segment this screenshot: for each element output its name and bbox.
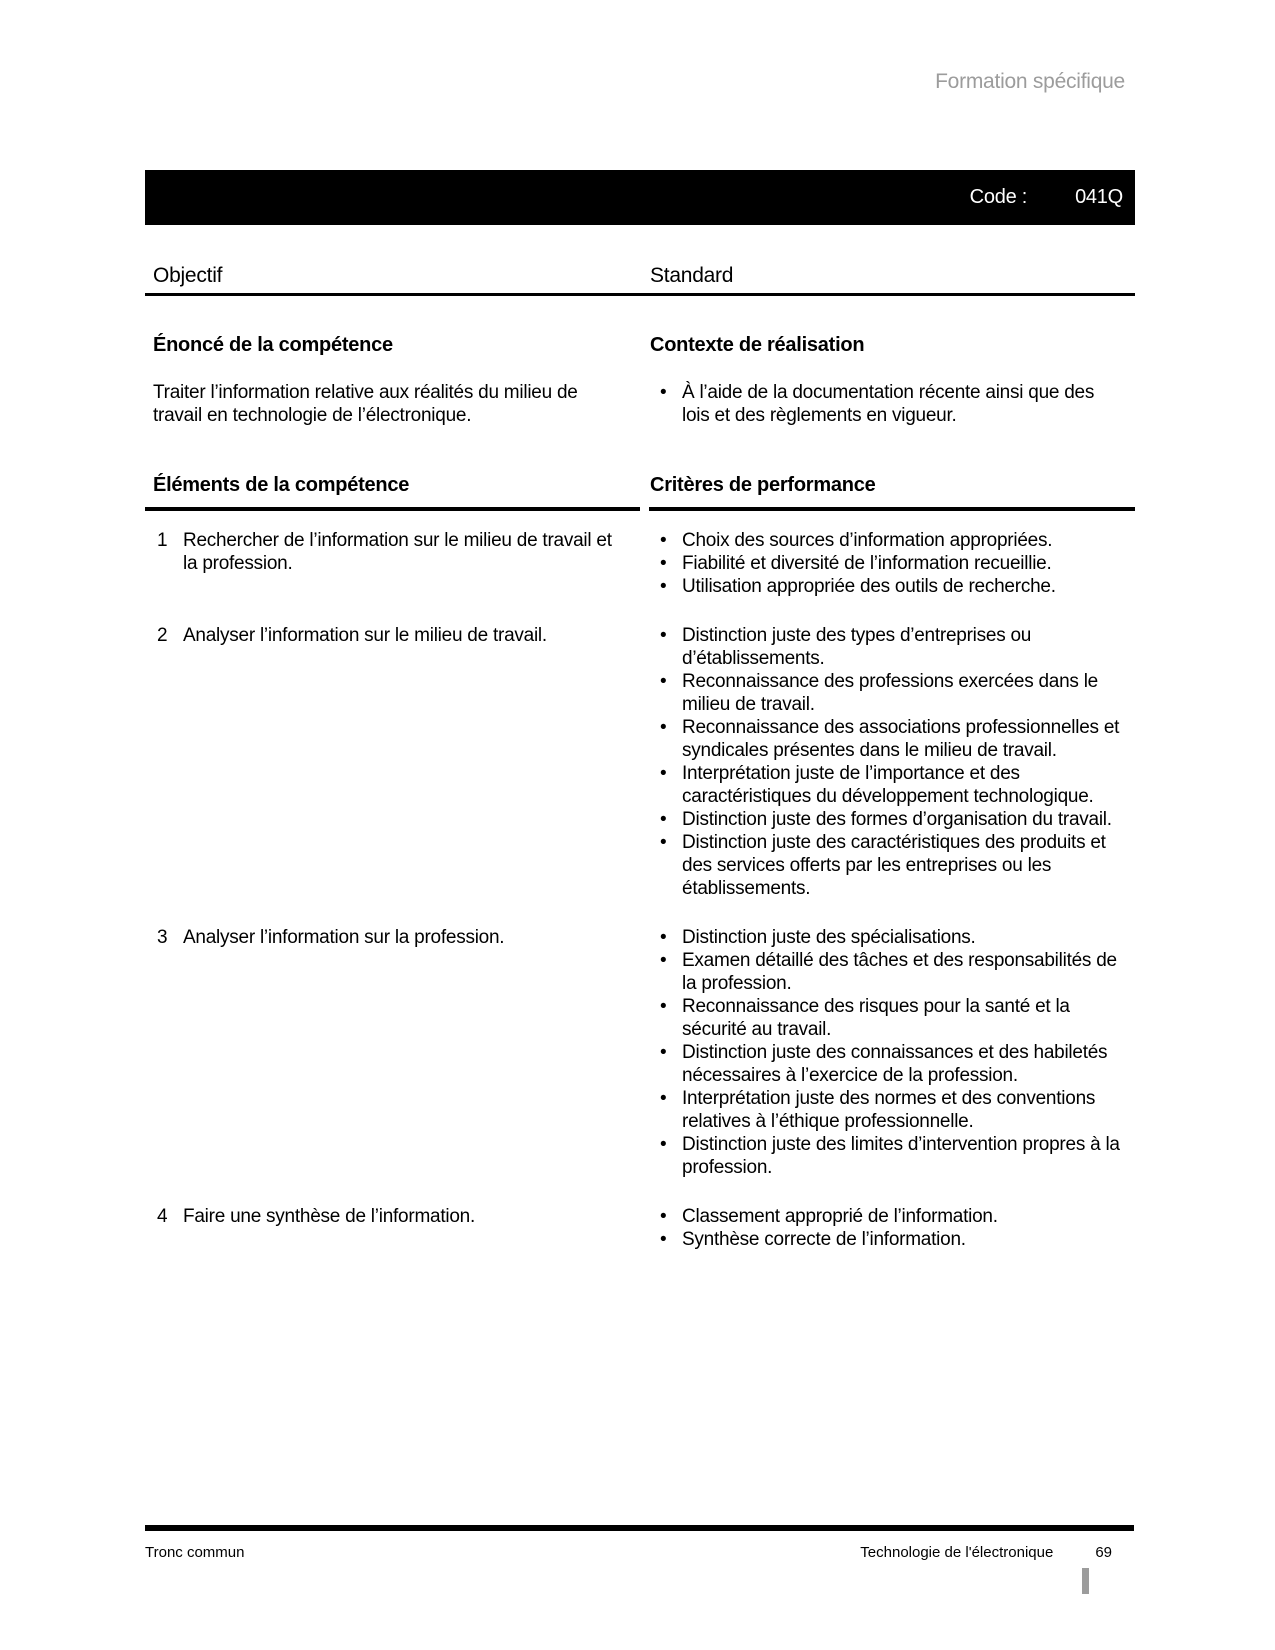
elements-criteres-rows bbox=[145, 529, 1135, 1277]
element-item bbox=[145, 624, 650, 900]
competence-title: Énoncé de la compétence bbox=[153, 334, 393, 356]
criteria-bullet-item: • Distinction juste des types d’entreprises ou d’établissements. bbox=[650, 624, 1135, 670]
criteria-bullet-item: • Choix des sources d’information appropriées. bbox=[650, 529, 1135, 552]
element-row bbox=[145, 624, 1135, 900]
standard-heading: Standard bbox=[650, 264, 734, 287]
footer-gray-mark bbox=[1082, 1568, 1089, 1594]
criteria-bullet-item: • Distinction juste des connaissances et des habiletés nécessaires à l’exercice de la profession. bbox=[650, 1041, 1135, 1087]
criteria-bullet-item: • Distinction juste des caractéristiques des produits et des services offerts par les entreprises ou les établissements. bbox=[650, 831, 1135, 900]
element-item bbox=[145, 1205, 650, 1251]
criteria-bullet-item: • Interprétation juste des normes et des conventions relatives à l’éthique professionnelle. bbox=[650, 1087, 1135, 1133]
criteria-bullet-item: • Interprétation juste de l’importance et des caractéristiques du développement technologique. bbox=[650, 762, 1135, 808]
contexte-bullet-item: • À l’aide de la documentation récente ainsi que des lois et des règlements en vigueur. bbox=[650, 381, 1117, 427]
element-row bbox=[145, 1205, 1135, 1251]
element-text: Analyser l’information sur la profession. bbox=[183, 927, 505, 948]
criteria-bullet-item: • Reconnaissance des professions exercées dans le milieu de travail. bbox=[650, 670, 1135, 716]
criteria-bullet-item: • Examen détaillé des tâches et des responsabilités de la profession. bbox=[650, 949, 1135, 995]
criteria-bullet-list bbox=[650, 1205, 1135, 1251]
element-number: 2 bbox=[157, 625, 168, 646]
element-number: 4 bbox=[157, 1206, 168, 1227]
criteria-bullet-item: • Synthèse correcte de l’information. bbox=[650, 1228, 1135, 1251]
page-number: 69 bbox=[1095, 1544, 1112, 1561]
objectif-heading: Objectif bbox=[153, 264, 223, 287]
footer-rule bbox=[145, 1525, 1134, 1531]
element-item bbox=[145, 529, 650, 598]
contexte-title: Contexte de réalisation bbox=[650, 334, 865, 356]
contexte-bullet-list bbox=[650, 381, 1135, 427]
criteria-bullet-item: • Distinction juste des limites d’intervention propres à la profession. bbox=[650, 1133, 1135, 1179]
element-number: 3 bbox=[157, 927, 168, 948]
code-label: Code : bbox=[969, 186, 1028, 208]
criteria-bullet-item: • Reconnaissance des risques pour la santé et la sécurité au travail. bbox=[650, 995, 1135, 1041]
element-item bbox=[145, 926, 650, 1179]
footer bbox=[145, 1544, 1134, 1561]
criteria-bullet-item: • Fiabilité et diversité de l’information recueillie. bbox=[650, 552, 1135, 575]
element-number: 1 bbox=[157, 530, 168, 551]
contexte-section bbox=[650, 334, 1135, 427]
criteres-heading: Critères de performance bbox=[650, 474, 876, 496]
footer-right: Technologie de l'électronique bbox=[860, 1544, 1054, 1561]
criteria-bullet-item: • Classement approprié de l’information. bbox=[650, 1205, 1135, 1228]
criteria-bullet-list bbox=[650, 529, 1135, 598]
element-text: Analyser l’information sur le milieu de travail. bbox=[183, 625, 547, 646]
element-text: Rechercher de l’information sur le milieu de travail et la profession. bbox=[183, 530, 612, 574]
elements-heading: Éléments de la compétence bbox=[153, 474, 410, 496]
elements-rule bbox=[145, 507, 640, 511]
code-value: 041Q bbox=[1075, 186, 1123, 208]
competence-body: Traiter l’information relative aux réalités du milieu de travail en technologie de l’électronique. bbox=[153, 382, 578, 426]
code-bar bbox=[145, 170, 1135, 225]
criteria-bullet-item: • Distinction juste des spécialisations. bbox=[650, 926, 1135, 949]
element-row bbox=[145, 926, 1135, 1179]
running-header: Formation spécifique bbox=[935, 70, 1125, 93]
heading-rule bbox=[145, 293, 1135, 296]
element-row bbox=[145, 529, 1135, 598]
criteria-bullet-item: • Utilisation appropriée des outils de recherche. bbox=[650, 575, 1135, 598]
criteria-bullet-list bbox=[650, 926, 1135, 1179]
footer-left: Tronc commun bbox=[145, 1544, 245, 1561]
element-text: Faire une synthèse de l’information. bbox=[183, 1206, 475, 1227]
competence-section bbox=[153, 334, 623, 427]
criteres-rule bbox=[649, 507, 1135, 511]
criteria-bullet-item: • Distinction juste des formes d’organisation du travail. bbox=[650, 808, 1135, 831]
criteria-bullet-list bbox=[650, 624, 1135, 900]
criteria-bullet-item: • Reconnaissance des associations professionnelles et syndicales présentes dans le milieu de travail. bbox=[650, 716, 1135, 762]
